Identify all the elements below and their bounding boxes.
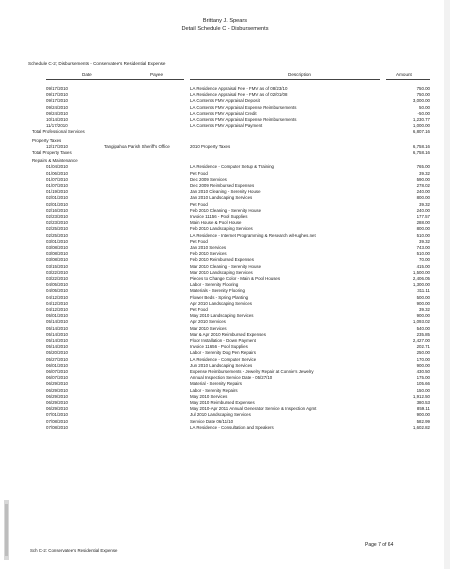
row-amount: 170.00: [416, 356, 430, 362]
section-heading: Repairs & Maintenance: [32, 158, 78, 164]
rule-description: [190, 79, 380, 80]
section-heading: Property Taxes: [32, 137, 62, 143]
row-amount: 1,000.00: [412, 123, 430, 129]
row-date: 06/29/2010: [46, 393, 68, 399]
row-description: Mar & Apr 2010 Reimbursed Expenses: [190, 331, 266, 337]
row-date: 07/08/2010: [46, 424, 68, 430]
row-amount: 175.00: [416, 375, 430, 381]
row-date: 02/16/2010: [46, 207, 68, 213]
row-date: 01/19/2010: [46, 189, 68, 195]
row-date: 06/07/2010: [46, 369, 68, 374]
row-amount: 240.00: [416, 207, 430, 213]
row-description: Expense Reimbursements - Jewelry Repair at Connie's Jewelry: [190, 369, 314, 374]
row-amount: 750.00: [416, 86, 430, 91]
row-amount: 415.00: [416, 263, 430, 269]
row-amount: 500.00: [416, 294, 430, 300]
row-date: 06/29/2010: [46, 400, 68, 405]
row-date: 05/14/2010: [46, 319, 68, 325]
row-amount: 39.32: [419, 201, 430, 207]
row-amount: 750.00: [416, 92, 430, 98]
row-description: Material - Serenity Repairs: [190, 381, 242, 387]
row-date: 02/01/2010: [46, 201, 68, 207]
row-date: 05/27/2010: [46, 356, 68, 362]
row-description: Feb 2010 Services: [190, 251, 227, 257]
document-title: Detail Schedule C - Disbursements: [181, 26, 269, 32]
row-description: LA Contents FMV Appraisal Deposit: [190, 98, 260, 104]
table-row: [0, 425, 450, 431]
row-amount: 1,602.82: [412, 424, 430, 430]
column-header-date: Date: [82, 72, 92, 77]
row-amount: 70.00: [419, 257, 430, 263]
row-description: Invoice 11156 - Pool Supplies: [190, 214, 248, 219]
row-amount: 859.11: [416, 406, 430, 412]
section-total-label: Total Property Taxes: [32, 150, 72, 155]
row-date: 03/22/2010: [46, 269, 68, 275]
row-description: Feb 2010 Cleaning - Serenity House: [190, 207, 262, 213]
row-date: 05/14/2010: [46, 338, 68, 343]
row-description: Annual Inspection Service Date - 05/27/10: [190, 375, 273, 381]
row-date: 03/01/2010: [46, 238, 68, 244]
row-description: LA Residence Appraisal Fee - FMV as of 08/23/10: [190, 86, 288, 91]
row-amount: 900.00: [416, 362, 430, 368]
row-description: LA Residence Appraisal Fee - FMV as of 02/01/08: [190, 92, 288, 98]
row-description: Apr 2010 Services: [190, 319, 226, 325]
section-total-row: [0, 129, 450, 135]
row-amount: 900.00: [416, 300, 430, 306]
section-total-amount: 6,758.16: [412, 150, 430, 155]
rule-payee: [104, 79, 184, 80]
row-date: 09/24/2010: [46, 110, 68, 116]
section-total-label: Total Professional Services: [32, 129, 85, 135]
row-amount: 288.00: [416, 220, 430, 226]
row-description: Main House & Pool House: [190, 220, 242, 226]
document-name: Brittany J. Spears: [202, 18, 248, 24]
row-description: LA Residence - Computer Setup & Training: [190, 164, 274, 170]
row-description: Feb 2010 Reimbursed Expenses: [190, 257, 254, 263]
row-date: 04/12/2010: [46, 294, 68, 300]
row-date: 05/20/2010: [46, 350, 68, 356]
row-description: Labor - Serenity Flooring: [190, 282, 239, 288]
row-amount: 50.00: [419, 104, 430, 110]
row-description: Jan 2010 Cleaning - Serenity House: [190, 189, 261, 195]
row-date: 09/17/2010: [46, 98, 68, 104]
scan-edge: [444, 0, 450, 569]
row-date: 09/24/2010: [46, 104, 68, 110]
row-amount: 540.00: [416, 325, 430, 331]
row-date: 02/25/2010: [46, 232, 68, 238]
row-amount: 39.32: [419, 307, 430, 312]
row-description: 2010 Property Taxes: [190, 143, 231, 149]
row-date: 09/17/2010: [46, 86, 68, 91]
row-amount: 39.32: [419, 238, 430, 244]
row-amount: 900.00: [416, 412, 430, 418]
row-amount: 1,093.02: [412, 319, 430, 325]
row-description: Flower Beds - Spring Planting: [190, 294, 249, 300]
row-amount: 2,406.05: [412, 276, 430, 281]
row-description: Invoice 11656 - Pool Supplies: [190, 344, 248, 350]
row-description: Service Date 06/11/10: [190, 418, 234, 424]
row-description: LA Contents FMV Appraisal Payment: [190, 123, 263, 129]
row-date: 06/07/2010: [46, 375, 68, 381]
row-date: 07/01/2010: [46, 412, 68, 418]
row-date: 05/14/2010: [46, 344, 68, 350]
row-description: Materials - Serenity Flooring: [190, 288, 245, 294]
row-amount: -50.00: [417, 110, 430, 116]
row-date: 06/01/2010: [46, 362, 68, 368]
row-amount: 1,500.00: [412, 269, 430, 275]
section-total-row: [0, 150, 450, 156]
row-description: LA Contents FMV Appraisal Expense Reimbursements: [190, 104, 297, 110]
row-description: LA Contents FMV Appraisal Expense Reimbursements: [190, 117, 297, 122]
column-header-amount: Amount: [396, 72, 412, 77]
row-amount: 430.50: [416, 369, 430, 374]
row-date: 04/12/2010: [46, 307, 68, 312]
row-date: 02/23/2010: [46, 214, 68, 219]
row-amount: 900.00: [416, 313, 430, 319]
row-date: 03/22/2010: [46, 276, 68, 281]
row-description: Mar 2010 Landscaping Services: [190, 269, 253, 275]
row-date: 03/08/2010: [46, 257, 68, 263]
row-description: Mar 2010 Services: [190, 325, 227, 331]
row-date: 06/29/2010: [46, 406, 68, 412]
row-amount: 3,000.00: [412, 98, 430, 104]
page-number: Page 7 of 64: [365, 542, 394, 548]
row-date: 02/23/2010: [46, 220, 68, 226]
row-amount: 150.00: [416, 387, 430, 393]
row-date: 07/08/2010: [46, 418, 68, 424]
row-amount: 765.00: [416, 164, 430, 170]
row-amount: 105.66: [416, 381, 430, 387]
row-description: Dec 2009 Services: [190, 176, 227, 182]
row-date: 09/17/2010: [46, 92, 68, 98]
row-date: 04/05/2010: [46, 288, 68, 294]
row-description: LA Residence - Computer Service: [190, 356, 257, 362]
row-date: 05/14/2010: [46, 331, 68, 337]
row-description: Pet Food: [190, 170, 208, 176]
row-amount: 510.00: [416, 251, 430, 257]
row-description: Jul 2010 Landscaping Services: [190, 412, 251, 418]
row-date: 03/15/2010: [46, 263, 68, 269]
row-amount: 800.00: [416, 195, 430, 201]
row-date: 04/05/2010: [46, 282, 68, 288]
row-description: Mar 2010 Cleaning - Serenity House: [190, 263, 262, 269]
row-amount: 1,300.00: [412, 282, 430, 288]
row-date: 12/17/2010: [46, 143, 68, 149]
row-amount: 240.00: [416, 189, 430, 195]
row-description: Apr 2010 Landscaping Services: [190, 300, 252, 306]
row-description: Pet Food: [190, 201, 208, 207]
row-description: Labor - Serenity Dog Pen Repairs: [190, 350, 256, 356]
row-amount: 2,427.00: [412, 338, 430, 343]
row-description: Dec 2009 Reimbursed Expenses: [190, 183, 255, 188]
row-date: 01/07/2010: [46, 183, 68, 188]
row-date: 02/01/2010: [46, 195, 68, 201]
row-amount: 250.00: [416, 350, 430, 356]
row-description: May 2010-Apr 2011 Annual Generator Service & Inspection Agmt: [190, 406, 317, 412]
section-total-amount: 6,807.16: [412, 129, 430, 135]
row-amount: 177.57: [416, 214, 430, 219]
row-description: May 2010 Landscaping Services: [190, 313, 254, 319]
row-description: Pet Food: [190, 238, 208, 244]
row-amount: 582.99: [416, 418, 430, 424]
row-amount: 202.71: [416, 344, 430, 350]
row-payee: Tangipahoa Parish Sheriff's Office: [104, 143, 170, 149]
rule-amount: [386, 79, 430, 80]
row-description: LA Residence - Consultation and Speakers: [190, 424, 274, 430]
row-date: 04/12/2010: [46, 300, 68, 306]
column-header-payee: Payee: [150, 72, 164, 77]
row-amount: 278.02: [416, 183, 430, 188]
row-description: Floor Installation - Down Payment: [190, 338, 256, 343]
row-date: 10/14/2010: [46, 117, 68, 122]
footer-schedule-label: Sch C-2: Conservatee's Residential Expense: [30, 548, 118, 553]
row-amount: 590.00: [416, 176, 430, 182]
row-description: Pet Food: [190, 307, 208, 312]
row-description: May 2010 Reimbursed Expenses: [190, 400, 255, 405]
row-description: Pieces to Change Color - Main & Pool Houses: [190, 276, 281, 281]
row-amount: 1,912.50: [412, 393, 430, 399]
row-description: Jan 2010 Landscaping Services: [190, 195, 253, 201]
row-date: 05/14/2010: [46, 325, 68, 331]
row-description: LA Contents FMV Appraisal Credit: [190, 110, 257, 116]
row-description: May 2010 Services: [190, 393, 228, 399]
row-date: 05/01/2010: [46, 313, 68, 319]
row-date: 01/04/2010: [46, 164, 68, 170]
schedule-title: Schedule C-2; Disbursements - Conservatee's Residential Expense: [28, 61, 166, 66]
row-amount: 6,758.16: [412, 143, 430, 149]
row-date: 06/29/2010: [46, 387, 68, 393]
row-description: Jan 2010 Services: [190, 245, 227, 250]
row-date: 01/07/2010: [46, 176, 68, 182]
row-amount: 39.32: [419, 170, 430, 176]
row-description: LA Residence - Internet Programming & Research w/Hughes.net: [190, 232, 316, 238]
column-header-description: Description: [288, 72, 311, 77]
row-amount: 800.00: [416, 226, 430, 232]
bates-stamp: [2, 500, 12, 560]
row-amount: 510.00: [416, 232, 430, 238]
row-amount: 1,230.77: [412, 117, 430, 122]
row-date: 11/17/2010: [46, 123, 68, 129]
row-description: Feb 2010 Landscaping Services: [190, 226, 253, 232]
row-date: 06/29/2010: [46, 381, 68, 387]
row-amount: 311.11: [417, 288, 430, 294]
row-amount: 743.00: [416, 245, 430, 250]
row-description: Jun 2010 Landscaping Services: [190, 362, 253, 368]
row-date: 03/08/2010: [46, 245, 68, 250]
row-amount: 235.85: [416, 331, 430, 337]
row-amount: 380.53: [416, 400, 430, 405]
row-description: Labor - Serenity Repairs: [190, 387, 238, 393]
row-date: 02/25/2010: [46, 226, 68, 232]
row-date: 01/06/2010: [46, 170, 68, 176]
row-date: 03/08/2010: [46, 251, 68, 257]
